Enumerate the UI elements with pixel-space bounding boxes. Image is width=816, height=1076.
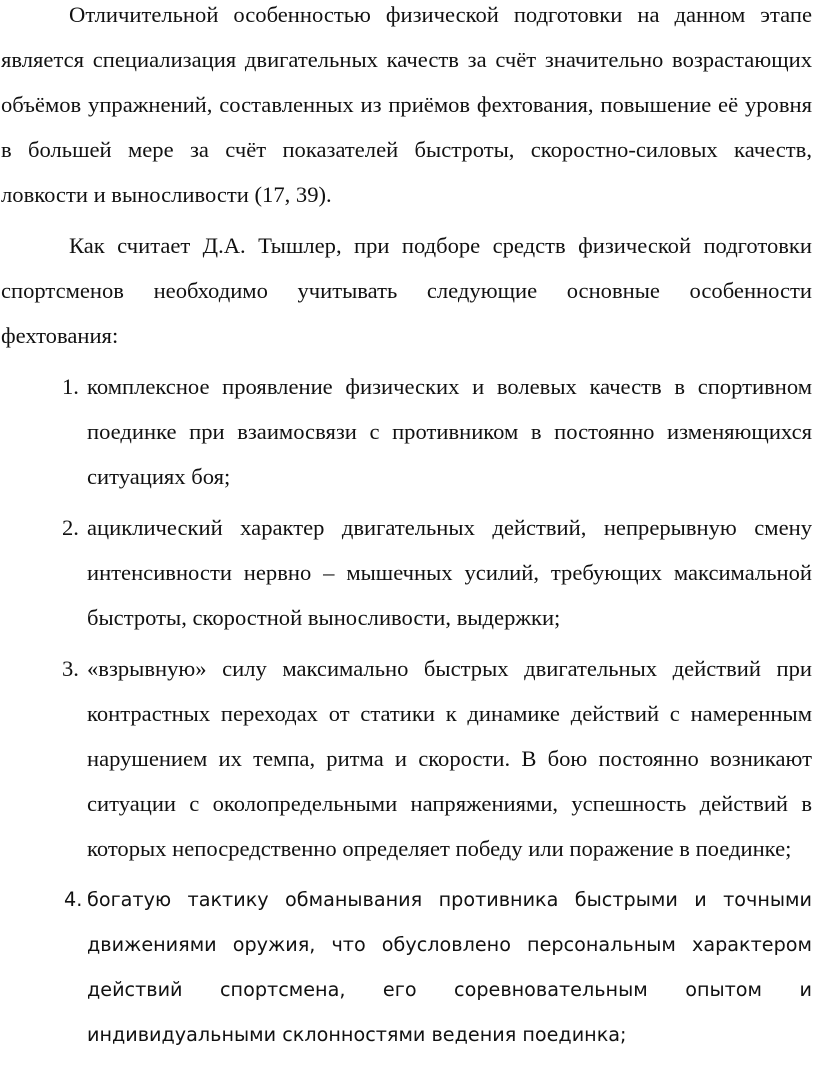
list-item-text: «взрывную» силу максимально быстрых двигательных действий при контрастных переходах от статики к динамике действий с намеренным нарушением их темпа, ритма и скорости. В бою постоянно возникают ситуации с околопредельными напряжениями, успешность действий в которых непосредственно определяет победу или поражение в поединке; — [87, 656, 812, 861]
list-item-number: 2. — [62, 515, 79, 540]
list-item-number: 1. — [62, 374, 79, 399]
list-item-number: 3. — [62, 656, 79, 681]
list-item — [1, 364, 812, 499]
list-item — [1, 877, 812, 1057]
list-item-number: 4. — [64, 888, 83, 911]
list-item — [1, 646, 812, 871]
paragraph-tyshler-opinion: Как считает Д.А. Тышлер, при подборе средств физической подготовки спортсменов необходимо учитывать следующие основные особенности фехтования: — [1, 233, 812, 348]
list-item — [1, 505, 812, 640]
list-item-text: ациклический характер двигательных действий, непрерывную смену интенсивности нервно – мышечных усилий, требующих максимальной быстроты, скоростной выносливости, выдержки; — [87, 515, 812, 630]
list-item-text: комплексное проявление физических и волевых качеств в спортивном поединке при взаимосвязи с противником в постоянно изменяющихся ситуациях боя; — [87, 374, 812, 489]
list-item-text: богатую тактику обманывания противника быстрыми и точными движениями оружия, что обусловлено персональным характером действий спортсмена, его соревновательным опытом и индивидуальными склонностями ведения поединка; — [87, 888, 812, 1046]
fencing-features-list — [1, 364, 812, 1057]
paragraph-specialization: Отличительной особенностью физической подготовки на данном этапе является специализация двигательных качеств за счёт значительно возрастающих объёмов упражнений, составленных из приёмов фехтования, повышение её уровня в большей мере за счёт показателей быстроты, скоростно-силовых качеств, ловкости и выносливости (17, 39). — [1, 2, 812, 207]
